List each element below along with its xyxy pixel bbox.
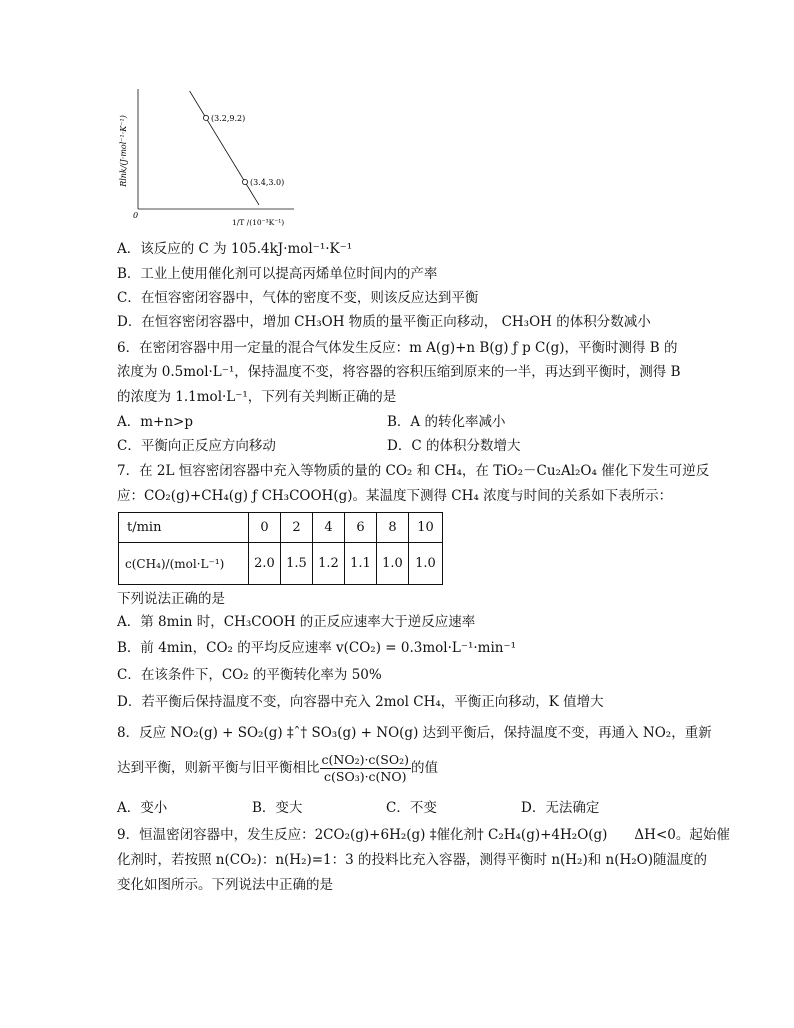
q5-option-d-mid: 物质的量平衡正向移动， xyxy=(348,314,498,330)
q8-stem-line-1: 8．反应 NO₂(g) + SO₂(g) ‡ˆ† SO₃(g) + NO(g) 达到平衡后，保持温度不变，再通入 NO₂，重新 xyxy=(117,725,712,741)
rlnk-vs-inverse-t-chart xyxy=(112,85,312,235)
q9-stem-line-2: 化剂时，若按照 n(CO₂)：n(H₂)=1：3 的投料比充入容器，测得平衡时 n(H₂)和 n(H₂O)随温度的 xyxy=(117,852,707,868)
table-cell: 1.0 xyxy=(377,543,409,585)
fraction-numerator: c(NO₂)·c(SO₂) xyxy=(321,752,409,767)
q6-option-a: A．m+n>p xyxy=(117,414,194,430)
data-point-label-1: (3.2,9.2) xyxy=(211,113,246,123)
table-row xyxy=(119,513,443,543)
ch3oh-formula: CH₃OH xyxy=(294,314,345,330)
table-cell: 2.0 xyxy=(249,543,281,585)
table-row xyxy=(119,543,443,585)
table-cell: 6 xyxy=(345,513,377,543)
y-axis-label: Rlnk/(J·mol⁻¹·K⁻¹) xyxy=(119,115,128,187)
table-cell: 8 xyxy=(377,513,409,543)
q8-option-a: A．变小 xyxy=(117,800,168,816)
q5-option-b: B．工业上使用催化剂可以提高丙烯单位时间内的产率 xyxy=(117,266,438,282)
q8-stem-line-2 xyxy=(117,751,438,785)
q7-option-d: D．若平衡后保持温度不变，向容器中充入 2mol CH₄，平衡正向移动，K 值增大 xyxy=(117,694,604,710)
origin-label: 0 xyxy=(133,211,139,220)
concentration-ratio-fraction xyxy=(320,752,412,785)
table-cell: 4 xyxy=(313,513,345,543)
table-cell: 2 xyxy=(281,513,313,543)
q6-option-c: C．平衡向正反应方向移动 xyxy=(117,438,276,454)
table-cell: 1.0 xyxy=(409,543,443,585)
q8-stem-pre: 达到平衡，则新平衡与旧平衡相比 xyxy=(117,760,320,776)
q7-stem-line-2: 应：CO₂(g)+CH₄(g) ƒ CH₃COOH(g)。某温度下测得 CH₄ 浓度与时间的关系如下表所示： xyxy=(117,488,673,504)
table-cell: 1.2 xyxy=(313,543,345,585)
ch4-concentration-table xyxy=(118,512,443,585)
table-head-concentration: c(CH₄)/(mol·L⁻¹) xyxy=(119,543,249,585)
q5-option-d-post: 的体积分数减小 xyxy=(556,314,651,330)
q8-stem-post: 的值 xyxy=(411,760,438,776)
table-head-time: t/min xyxy=(119,513,249,543)
table-cell: 1.5 xyxy=(281,543,313,585)
q6-stem-line-2: 浓度为 0.5mol·L⁻¹，保持温度不变，将容器的容积压缩到原来的一半，再达到平衡时，测得 B xyxy=(117,364,681,380)
data-point-2 xyxy=(242,179,247,184)
q8-option-b: B．变大 xyxy=(252,800,303,816)
fit-line xyxy=(190,91,259,205)
q7-prompt: 下列说法正确的是 xyxy=(117,591,225,607)
q8-option-c: C．不变 xyxy=(386,800,437,816)
q6-option-d: D．C 的体积分数增大 xyxy=(387,438,521,454)
q5-option-c: C．在恒容密闭容器中，气体的密度不变，则该反应达到平衡 xyxy=(117,290,479,306)
q7-option-c: C．在该条件下，CO₂ 的平衡转化率为 50% xyxy=(117,667,382,683)
q8-option-d: D．无法确定 xyxy=(521,800,600,816)
q7-option-a: A．第 8min 时，CH₃COOH 的正反应速率大于逆反应速率 xyxy=(117,614,476,630)
q6-stem-line-1: 6．在密闭容器中用一定量的混合气体发生反应：m A(g)+n B(g) ƒ p C(g)，平衡时测得 B 的 xyxy=(117,340,678,356)
q6-stem-line-3: 的浓度为 1.1mol·L⁻¹，下列有关判断正确的是 xyxy=(117,389,397,405)
fraction-denominator: c(SO₃)·c(NO) xyxy=(324,769,407,784)
q7-stem-line-1: 7．在 2L 恒容密闭容器中充入等物质的量的 CO₂ 和 CH₄，在 TiO₂－Cu₂Al₂O₄ 催化下发生可逆反 xyxy=(117,463,710,479)
q9-stem-line-1: 9．恒温密闭容器中，发生反应：2CO₂(g)+6H₂(g) ‡催化剂† C₂H₄(g)+4H₂O(g) ΔH<0。起始催 xyxy=(117,827,730,843)
table-cell: 10 xyxy=(409,513,443,543)
q5-option-d xyxy=(117,313,651,331)
x-axis-label: 1/T /(10⁻³K⁻¹) xyxy=(232,218,285,227)
table-cell: 0 xyxy=(249,513,281,543)
q5-option-d-pre: D．在恒容密闭容器中，增加 xyxy=(117,314,290,330)
ch3oh-formula-2: CH₃OH xyxy=(501,314,552,330)
data-point-1 xyxy=(203,115,208,120)
q7-option-b: B．前 4min，CO₂ 的平均反应速率 v(CO₂) = 0.3mol·L⁻¹·min⁻¹ xyxy=(117,640,517,656)
q5-option-a: A．该反应的 C 为 105.4kJ·mol⁻¹·K⁻¹ xyxy=(117,241,353,257)
data-point-label-2: (3.4,3.0) xyxy=(250,178,285,187)
table-cell: 1.1 xyxy=(345,543,377,585)
q6-option-b: B．A 的转化率减小 xyxy=(387,414,506,430)
q9-stem-line-3: 变化如图所示。下列说法中正确的是 xyxy=(117,877,333,893)
